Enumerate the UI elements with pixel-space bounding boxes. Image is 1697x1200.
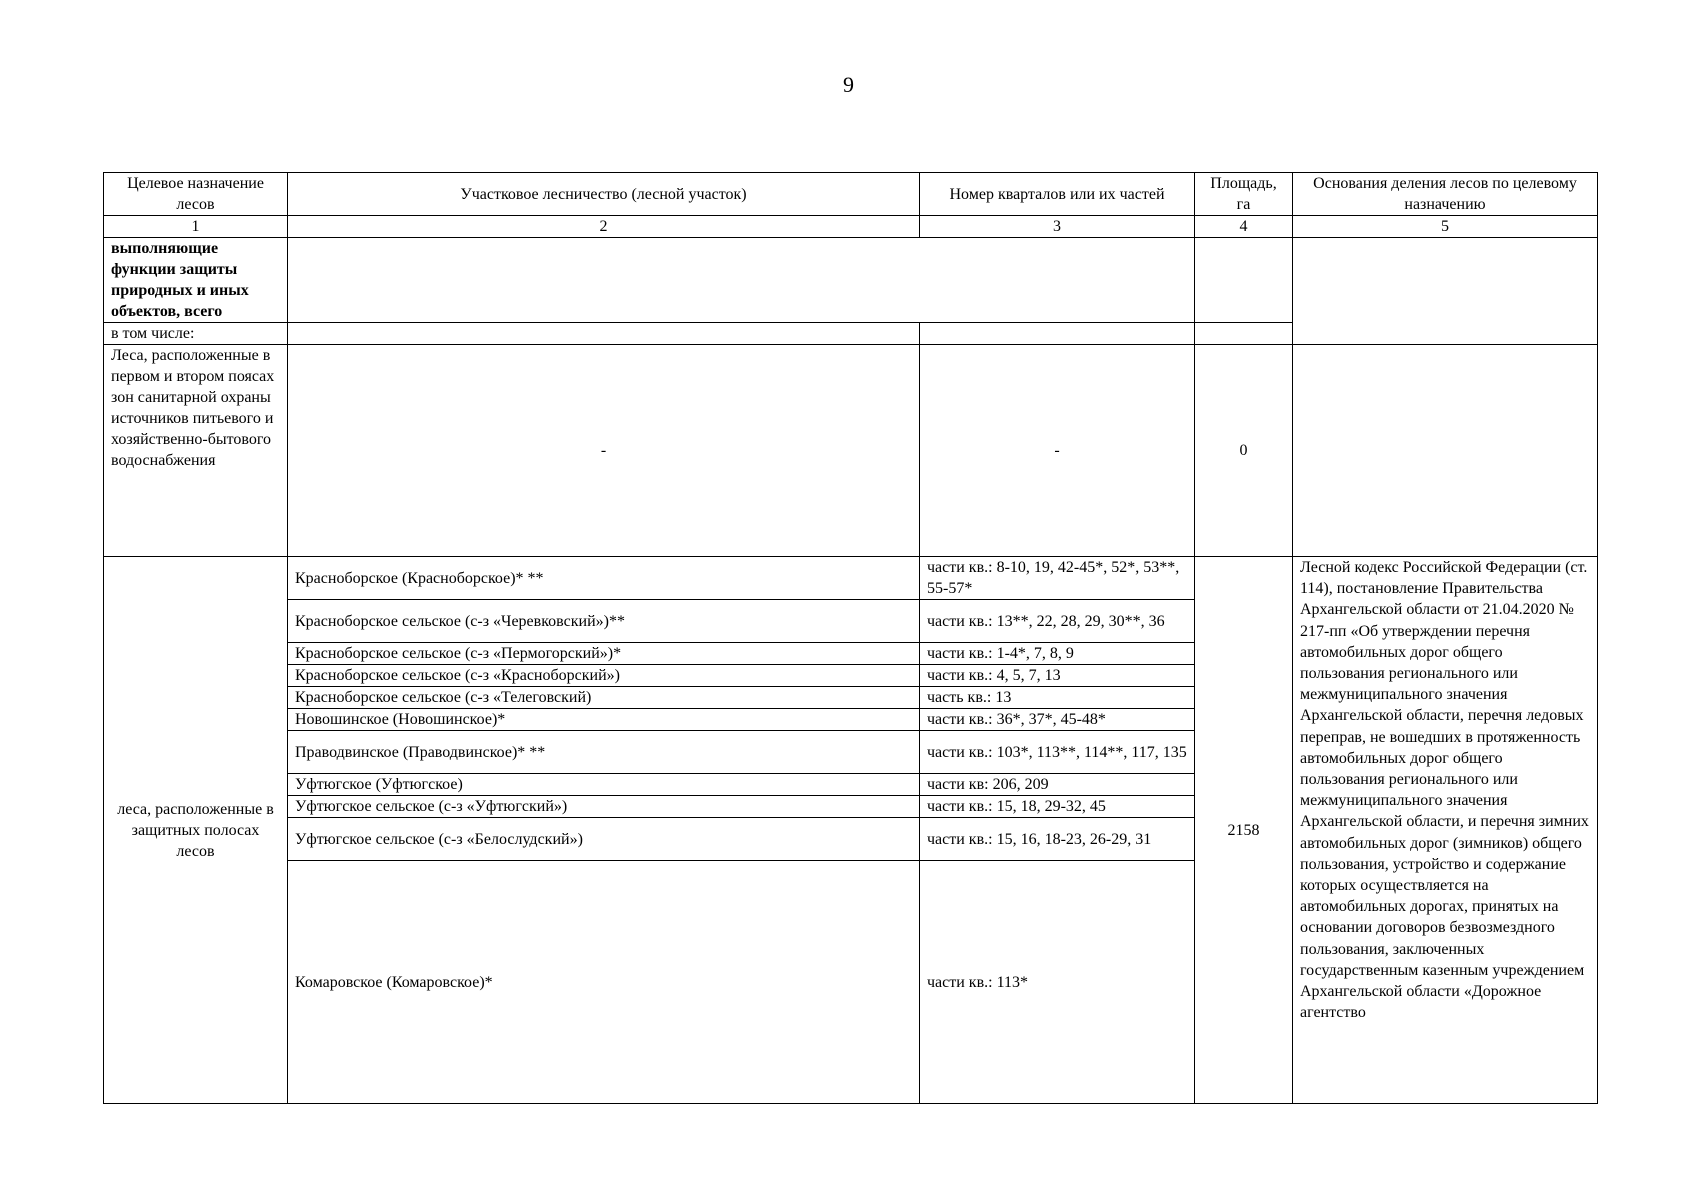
column-number: 1 (104, 216, 288, 238)
water-supply-district: - (288, 345, 920, 557)
quarters-cell: части кв.: 8-10, 19, 42-45*, 52*, 53**, 55-57* (920, 557, 1195, 600)
quarters-cell: части кв.: 13**, 22, 28, 29, 30**, 36 (920, 600, 1195, 643)
page-number: 9 (843, 72, 854, 97)
header-district: Участковое лесничество (лесной участок) (288, 173, 920, 216)
header-area: Площадь, га (1195, 173, 1293, 216)
column-numbers-row (104, 216, 1598, 238)
empty-cell (1195, 238, 1293, 323)
district-cell: Красноборское сельское (с-з «Телеговский) (288, 687, 920, 709)
header-quarters: Номер кварталов или их частей (920, 173, 1195, 216)
empty-cell (1293, 238, 1598, 345)
quarters-cell: части кв.: 103*, 113**, 114**, 117, 135 (920, 731, 1195, 774)
district-cell: Уфтюгское сельское (с-з «Белослудский») (288, 818, 920, 861)
column-number: 4 (1195, 216, 1293, 238)
district-cell: Красноборское сельское (с-з «Черевковский»)** (288, 600, 920, 643)
protective-strips-purpose: леса, расположенные в защитных полосах лесов (104, 557, 288, 1104)
water-supply-purpose: Леса, расположенные в первом и втором поясах зон санитарной охраны источников питьевого и хозяйственно-бытового водоснабжения (104, 345, 288, 557)
protective-strips-basis: Лесной кодекс Российской Федерации (ст. 114), постановление Правительства Архангельской области от 21.04.2020 № 217-пп «Об утверждении перечня автомобильных дорог общего пользования регионального или межмуниципального значения Архангельской области, перечня ледовых переправ, не вошедших в протяженность автомобильных дорог общего пользования регионального или межмуниципального значения Архангельской области, и перечня зимних автомобильных дорог (зимников) общего пользования, устройство и содержание которых осуществляется на автомобильных дорогах, принятых на основании договоров безвозмездного пользования, заключенных государственным казенным учреждением Архангельской области «Дорожное агентство (1293, 557, 1598, 1104)
quarters-cell: части кв.: 15, 16, 18-23, 26-29, 31 (920, 818, 1195, 861)
water-supply-area: 0 (1195, 345, 1293, 557)
section-total-row (104, 238, 1598, 323)
header-purpose: Целевое назначение лесов (104, 173, 288, 216)
district-cell: Уфтюгское сельское (с-з «Уфтюгский») (288, 796, 920, 818)
column-number: 5 (1293, 216, 1598, 238)
column-number: 3 (920, 216, 1195, 238)
protective-strips-area: 2158 (1195, 557, 1293, 1104)
quarters-cell: части кв: 206, 209 (920, 774, 1195, 796)
water-supply-row (104, 345, 1598, 557)
empty-cell (288, 238, 1195, 323)
district-cell: Праводвинское (Праводвинское)* ** (288, 731, 920, 774)
quarters-cell: части кв.: 15, 18, 29-32, 45 (920, 796, 1195, 818)
forest-division-table (103, 172, 1598, 1104)
including-label: в том числе: (104, 323, 288, 345)
empty-cell (1195, 323, 1293, 345)
water-supply-quarters: - (920, 345, 1195, 557)
district-cell: Новошинское (Новошинское)* (288, 709, 920, 731)
section-title: выполняющие функции защиты природных и иных объектов, всего (104, 238, 288, 323)
quarters-cell: части кв.: 4, 5, 7, 13 (920, 665, 1195, 687)
header-basis: Основания деления лесов по целевому назначению (1293, 173, 1598, 216)
empty-cell (1293, 345, 1598, 557)
empty-cell (920, 323, 1195, 345)
district-cell: Комаровское (Комаровское)* (288, 861, 920, 1104)
column-number: 2 (288, 216, 920, 238)
empty-cell (288, 323, 920, 345)
table-header-row (104, 173, 1598, 216)
quarters-cell: части кв.: 1-4*, 7, 8, 9 (920, 643, 1195, 665)
district-cell: Уфтюгское (Уфтюгское) (288, 774, 920, 796)
district-cell: Красноборское сельское (с-з «Пермогорский»)* (288, 643, 920, 665)
quarters-cell: часть кв.: 13 (920, 687, 1195, 709)
district-cell: Красноборское (Красноборское)* ** (288, 557, 920, 600)
district-cell: Красноборское сельское (с-з «Красноборский») (288, 665, 920, 687)
quarters-cell: части кв.: 36*, 37*, 45-48* (920, 709, 1195, 731)
quarters-cell: части кв.: 113* (920, 861, 1195, 1104)
table-row (104, 557, 1598, 600)
